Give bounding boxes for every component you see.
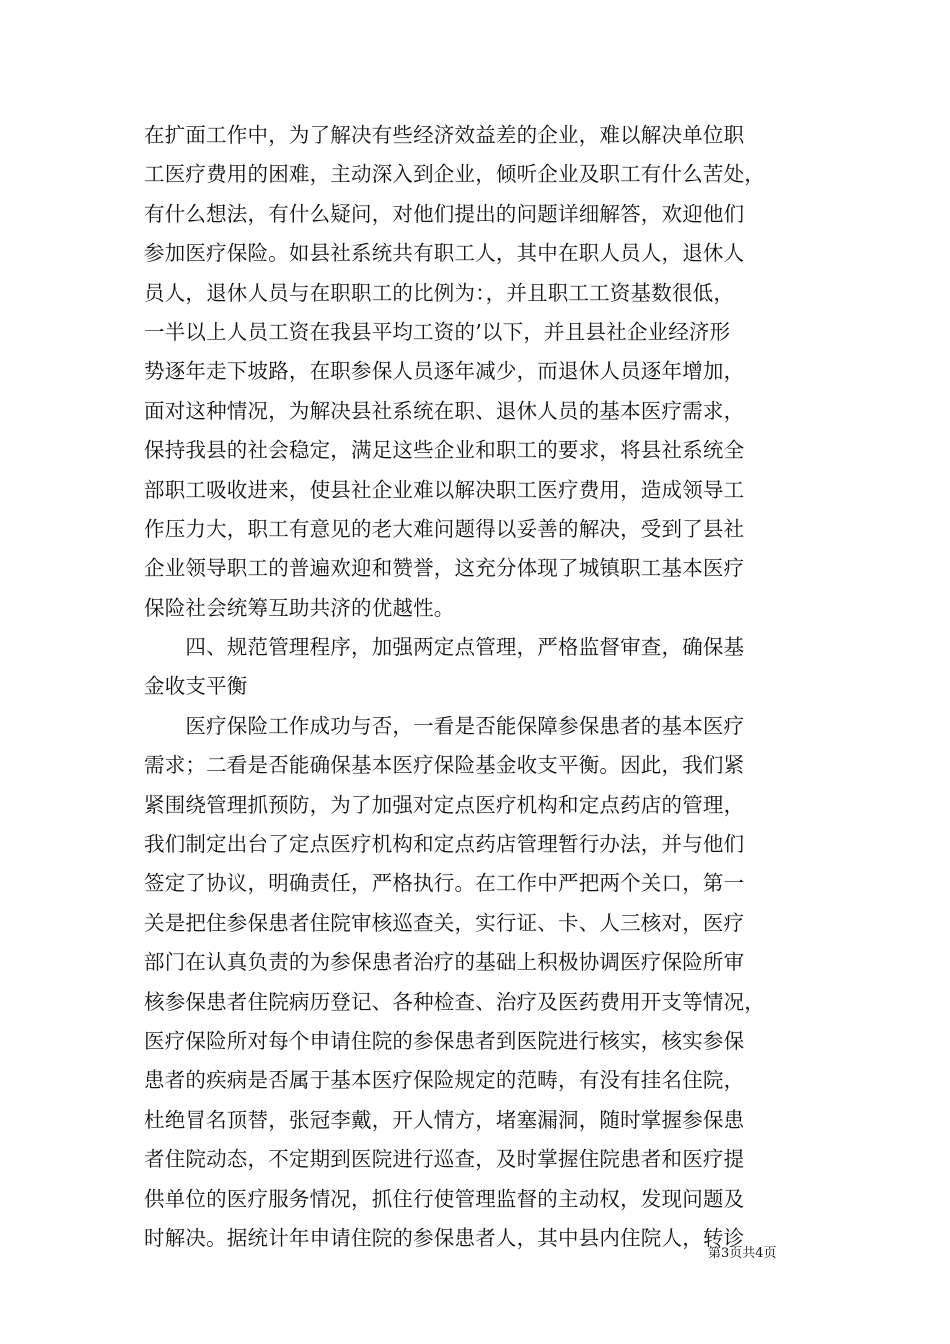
text-line: 医疗保险工作成功与否，一看是否能保障参保患者的基本医疗 xyxy=(144,713,745,738)
text-line: 有什么想法，有什么疑问，对他们提出的问题详细解答，欢迎他们 xyxy=(144,201,745,226)
text-line: 四、规范管理程序，加强两定点管理，严格监督审查，确保基 xyxy=(144,635,745,660)
text-line: 一半以上人员工资在我县平均工资的’以下，并且县社企业经济形 xyxy=(144,319,731,344)
text-line: 面对这种情况，为解决县社系统在职、退休人员的基本医疗需求， xyxy=(144,398,745,423)
text-line: 者住院动态，不定期到医院进行巡查，及时掌握住院患者和医疗提 xyxy=(144,1147,745,1172)
text-line: 紧围绕管理抓预防，为了加强对定点医疗机构和定点药店的管理， xyxy=(144,792,745,817)
text-line: 杜绝冒名顶替，张冠李戴，开人情方，堵塞漏洞，随时掌握参保患 xyxy=(144,1107,745,1132)
text-line: 员人，退休人员与在职职工的比例为：，并且职工工资基数很低， xyxy=(144,280,735,305)
text-line: 部门在认真负责的为参保患者治疗的基础上积极协调医疗保险所审 xyxy=(144,950,745,975)
text-line: 部职工吸收进来，使县社企业难以解决职工医疗费用，造成领导工 xyxy=(144,477,745,502)
text-line: 关是把住参保患者住院审核巡查关，实行证、卡、人三核对，医疗 xyxy=(144,910,745,935)
text-line: 需求；二看是否能确保基本医疗保险基金收支平衡。因此，我们紧 xyxy=(144,753,745,778)
page-number-footer: 第3页共4页 xyxy=(708,1246,777,1261)
text-line: 供单位的医疗服务情况，抓住行使管理监督的主动权，发现问题及 xyxy=(144,1186,745,1211)
text-line: 患者的疾病是否属于基本医疗保险规定的范畴，有没有挂名住院， xyxy=(144,1068,745,1093)
text-line: 在扩面工作中，为了解决有些经济效益差的企业，难以解决单位职 xyxy=(144,123,745,147)
text-line: 作压力大，职工有意见的老大难问题得以妥善的解决，受到了县社 xyxy=(144,516,745,541)
text-line: 企业领导职工的普遍欢迎和赞誉，这充分体现了城镇职工基本医疗 xyxy=(144,556,745,581)
text-line: 我们制定出台了定点医疗机构和定点药店管理暂行办法，并与他们 xyxy=(144,832,745,857)
text-line: 势逐年走下坡路，在职参保人员逐年减少，而退休人员逐年增加， xyxy=(144,359,745,384)
text-line: 保险社会统筹互助共济的优越性。 xyxy=(144,595,455,620)
text-line: 保持我县的社会稳定，满足这些企业和职工的要求，将县社系统全 xyxy=(144,438,745,463)
text-line: 参加医疗保险。如县社系统共有职工人，其中在职人员人，退休人 xyxy=(144,241,745,266)
text-line: 医疗保险所对每个申请住院的参保患者到医院进行核实，核实参保 xyxy=(144,1028,745,1053)
text-line: 时解决。据统计年申请住院的参保患者人，其中县内住院人，转诊 xyxy=(144,1225,745,1250)
text-line: 金收支平衡 xyxy=(144,674,248,699)
text-line: 工医疗费用的困难，主动深入到企业，倾听企业及职工有什么苦处， xyxy=(144,162,765,187)
text-line: 核参保患者住院病历登记、各种检查、治疗及医药费用开支等情况， xyxy=(144,989,765,1014)
body-text xyxy=(144,116,844,1258)
text-line: 签定了协议，明确责任，严格执行。在工作中严把两个关口，第一 xyxy=(144,871,745,896)
